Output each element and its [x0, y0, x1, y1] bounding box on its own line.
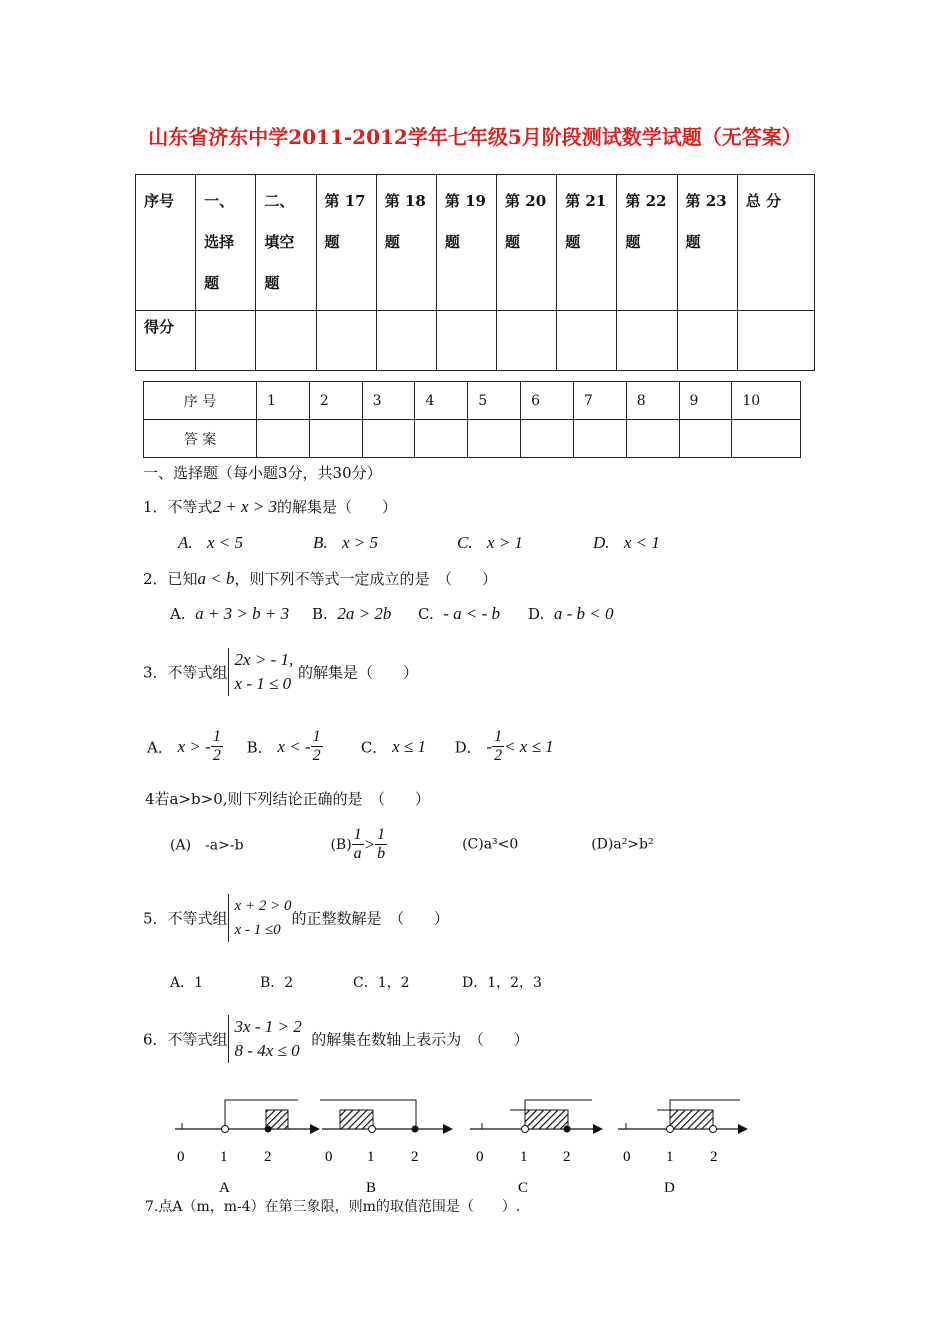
- numerator: 1: [212, 728, 221, 745]
- tick-label: 2: [411, 1149, 419, 1165]
- q2-stem: 2．已知: [143, 570, 198, 588]
- option-expr: a - b < 0: [553, 604, 614, 623]
- answer-cell[interactable]: [468, 420, 521, 458]
- answer-number: 3: [362, 382, 415, 420]
- score-cell[interactable]: [737, 311, 814, 371]
- q2-expr: a < b: [197, 569, 235, 588]
- score-cell[interactable]: [316, 311, 376, 371]
- answer-number: 7: [573, 382, 626, 420]
- q4-option-d[interactable]: (D)a²>b²: [591, 836, 654, 853]
- q1-expr: 2 + x > 3: [212, 497, 278, 516]
- number-line-b[interactable]: [320, 1100, 453, 1196]
- question-2: [143, 568, 497, 589]
- answer-row-label: 序 号: [144, 382, 257, 420]
- option-expr: 2a > 2b: [337, 604, 392, 623]
- q5-stem: 5．不等式组: [143, 909, 228, 928]
- denominator: 2: [212, 747, 221, 764]
- q5-line2: x - 1 ≤0: [234, 922, 281, 938]
- option-expr: < x ≤ 1: [504, 736, 554, 756]
- numerator: 1: [377, 826, 386, 843]
- tick-label: 0: [476, 1149, 484, 1165]
- question-7: 7.点A（m，m-4）在第三象限，则m的取值范围是（ ）.: [145, 1199, 521, 1215]
- q5-line1: x + 2 > 0: [234, 898, 292, 914]
- option-label: A．: [147, 738, 173, 756]
- option-expr: a + 3 > b + 3: [195, 604, 290, 623]
- q3-option-d[interactable]: [454, 728, 554, 764]
- q1-option-b[interactable]: [313, 533, 378, 553]
- option-expr: -: [486, 736, 493, 756]
- option-expr: x < -: [277, 736, 311, 756]
- tick-label: 2: [264, 1149, 272, 1165]
- question-4: 4若a>b>0,则下列结论正确的是 （ ）: [145, 790, 431, 808]
- option-label: A: [219, 1180, 230, 1196]
- score-header: 总 分: [737, 175, 814, 311]
- q3-stem: 3．不等式组: [143, 663, 228, 682]
- option-label: B．: [246, 738, 273, 756]
- option-expr: x < 1: [623, 533, 660, 552]
- fraction: [311, 728, 323, 765]
- option-label: (B): [330, 836, 352, 853]
- question-3: [143, 648, 418, 696]
- option-label: D．: [454, 738, 482, 756]
- option-expr: x > 1: [486, 533, 523, 552]
- q2-option-d[interactable]: [528, 604, 613, 624]
- q2-option-b[interactable]: [312, 604, 391, 624]
- option-label: B.: [312, 605, 328, 623]
- score-cell[interactable]: [557, 311, 617, 371]
- score-cell[interactable]: [436, 311, 496, 371]
- q6-line2: 8 - 4x ≤ 0: [234, 1041, 300, 1060]
- q3-option-a[interactable]: [147, 728, 223, 764]
- number-line-c[interactable]: [470, 1100, 603, 1196]
- q3-system: [228, 648, 294, 696]
- answer-number: 4: [415, 382, 468, 420]
- answer-cell[interactable]: [257, 420, 310, 458]
- question-5: [143, 894, 449, 942]
- q1-stem: 的解集是（ ）: [277, 498, 398, 516]
- answer-cell[interactable]: [415, 420, 468, 458]
- tick-label: 2: [563, 1149, 571, 1165]
- fraction: [375, 826, 387, 863]
- numerator: 1: [353, 826, 362, 843]
- option-label: A.: [170, 605, 186, 623]
- page-title: 山东省济东中学2011-2012学年七年级5月阶段测试数学试题（无答案）: [148, 125, 802, 149]
- score-cell[interactable]: [677, 311, 737, 371]
- option-label: C．: [360, 738, 388, 756]
- answer-number: 10: [732, 382, 801, 420]
- option-expr: - a < - b: [443, 604, 501, 623]
- q5-option-b[interactable]: B．2: [260, 975, 294, 991]
- q6-stem: 的解集在数轴上表示为 （ ）: [311, 1030, 529, 1049]
- q3-option-b[interactable]: [246, 728, 323, 764]
- q5-option-d[interactable]: D．1，2，3: [462, 975, 542, 991]
- option-label: D.: [528, 605, 545, 623]
- q3-line1: 2x > - 1,: [234, 650, 294, 669]
- option-expr: x > 5: [341, 533, 378, 552]
- q3-option-c[interactable]: [361, 737, 426, 755]
- number-line-d[interactable]: [618, 1100, 748, 1196]
- answer-cell[interactable]: [362, 420, 415, 458]
- section-heading: 一、选择题（每小题3分，共30分）: [143, 464, 382, 482]
- tick-label: 2: [710, 1149, 718, 1165]
- q5-option-a[interactable]: A．1: [170, 975, 204, 991]
- answer-cell[interactable]: [732, 420, 801, 458]
- fraction: [211, 728, 223, 765]
- q6-system: [228, 1015, 302, 1063]
- score-header: 第 23 题: [677, 175, 737, 311]
- q1-option-a[interactable]: [178, 533, 243, 553]
- answer-number: 2: [309, 382, 362, 420]
- q1-option-d[interactable]: [593, 533, 660, 553]
- q4-option-c[interactable]: (C)a³<0: [462, 836, 519, 853]
- answer-cell[interactable]: [679, 420, 732, 458]
- number-line-a[interactable]: [175, 1100, 320, 1196]
- denominator: 2: [494, 747, 503, 764]
- answer-cell[interactable]: [521, 420, 574, 458]
- score-cell[interactable]: [497, 311, 557, 371]
- answer-number: 6: [521, 382, 574, 420]
- score-cell[interactable]: [376, 311, 436, 371]
- option-label: C.: [457, 533, 473, 552]
- q1-stem: 1．不等式: [143, 498, 213, 516]
- fraction: [352, 826, 364, 863]
- score-header: 第 17 题: [316, 175, 376, 311]
- score-cell[interactable]: [256, 311, 316, 371]
- denominator: a: [353, 845, 362, 862]
- option-label: D: [664, 1180, 675, 1196]
- score-header: 第 22 题: [617, 175, 677, 311]
- tick-label: 0: [623, 1149, 631, 1165]
- answer-table: [143, 381, 801, 458]
- q5-system: [228, 894, 292, 942]
- tick-label: 0: [325, 1149, 333, 1165]
- score-header: 一、选择题: [196, 175, 256, 311]
- option-expr: >: [363, 834, 376, 854]
- score-header: 第 18 题: [376, 175, 436, 311]
- tick-label: 0: [177, 1149, 185, 1165]
- answer-number: 8: [626, 382, 679, 420]
- option-label: B.: [313, 533, 328, 552]
- q1-option-c[interactable]: [457, 533, 523, 553]
- denominator: b: [377, 845, 386, 862]
- q2-stem: ，则下列不等式一定成立的是 （ ）: [234, 570, 498, 588]
- answer-number: 5: [468, 382, 521, 420]
- fraction: [492, 728, 504, 765]
- tick-label: 1: [520, 1149, 528, 1165]
- q4-options: [170, 826, 654, 863]
- answer-cell[interactable]: [573, 420, 626, 458]
- answer-number: 1: [257, 382, 310, 420]
- question-6: [143, 1015, 529, 1063]
- option-label: C: [518, 1180, 529, 1196]
- answer-row-label: 答 案: [144, 420, 257, 458]
- tick-label: 1: [666, 1149, 674, 1165]
- answer-cell[interactable]: [626, 420, 679, 458]
- score-header: 序号: [136, 175, 196, 311]
- score-header: 第 20 题: [497, 175, 557, 311]
- numerator: 1: [312, 728, 321, 745]
- score-header: 二、填空题: [256, 175, 316, 311]
- denominator: 2: [312, 747, 321, 764]
- answer-cell[interactable]: [309, 420, 362, 458]
- option-expr: x ≤ 1: [392, 736, 426, 756]
- score-header: 第 19 题: [436, 175, 496, 311]
- answer-number: 9: [679, 382, 732, 420]
- numerator: 1: [494, 728, 503, 745]
- option-label: B: [366, 1180, 377, 1196]
- tick-label: 1: [220, 1149, 228, 1165]
- q3-options: [147, 728, 554, 765]
- q4-option-b[interactable]: [330, 826, 387, 862]
- option-expr: x < 5: [206, 533, 243, 552]
- q5-option-c[interactable]: C．1，2: [353, 975, 410, 991]
- score-header: 第 21 题: [557, 175, 617, 311]
- score-row-label: 得分: [136, 311, 196, 371]
- tick-label: 1: [367, 1149, 375, 1165]
- question-1: [143, 496, 397, 517]
- option-expr: x > -: [177, 736, 211, 756]
- score-table: [135, 174, 815, 371]
- q6-number-lines: [160, 1090, 760, 1200]
- q5-stem: 的正整数解是 （ ）: [291, 909, 449, 928]
- q3-stem: 的解集是（ ）: [298, 663, 419, 682]
- q4-option-a[interactable]: (A) -a>-b: [170, 837, 244, 854]
- score-cell[interactable]: [617, 311, 677, 371]
- q3-line2: x - 1 ≤ 0: [234, 674, 292, 693]
- q6-stem: 6．不等式组: [143, 1030, 228, 1049]
- q2-option-a[interactable]: [170, 604, 289, 624]
- score-cell[interactable]: [196, 311, 256, 371]
- q6-line1: 3x - 1 > 2: [234, 1017, 302, 1036]
- option-label: C.: [418, 605, 434, 623]
- q2-option-c[interactable]: [418, 604, 500, 624]
- option-label: D.: [593, 533, 610, 552]
- option-label: A.: [178, 533, 193, 552]
